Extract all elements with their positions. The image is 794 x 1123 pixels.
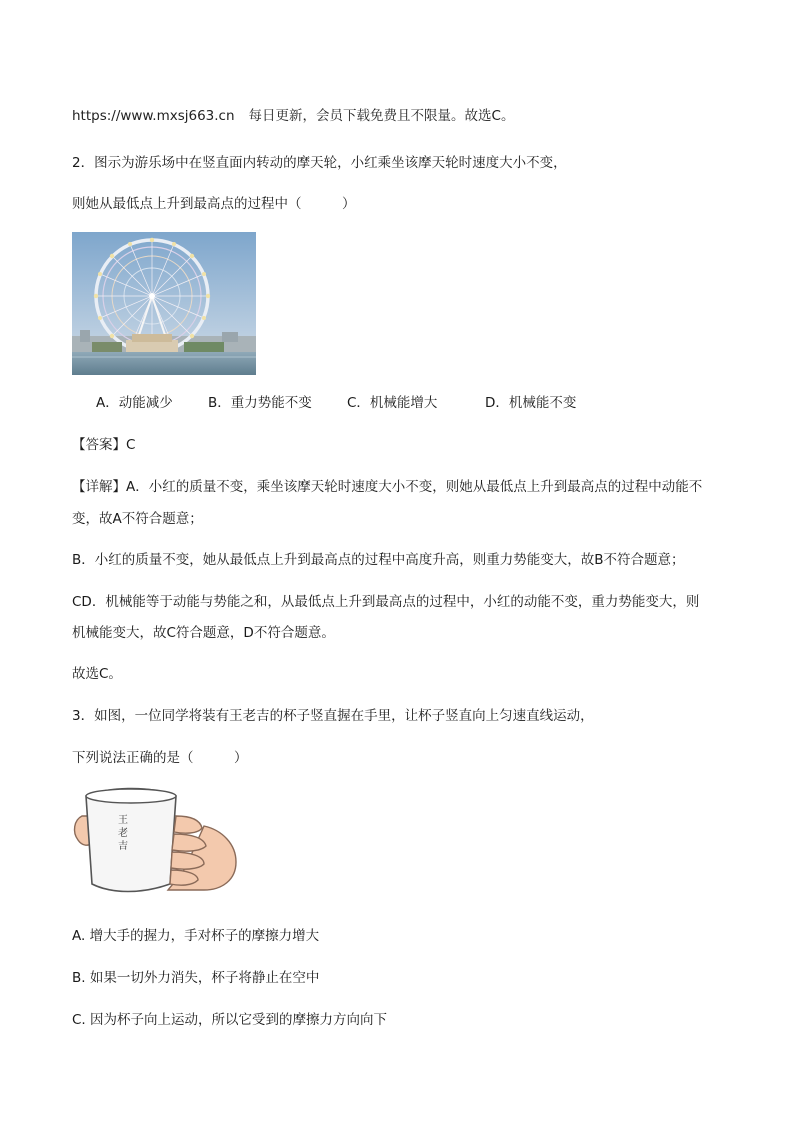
q2-stem-line2: 则她从最低点上升到最高点的过程中（ ） xyxy=(72,196,356,212)
q3-stem-line1: 3．如图，一位同学将装有王老吉的杯子竖直握在手里，让杯子竖直向上匀速直线运动， xyxy=(72,708,594,724)
q2-detail-line5: 机械能变大，故C符合题意，D不符合题意。 xyxy=(72,625,335,641)
q3-option-c: C. 因为杯子向上运动，所以它受到的摩擦力方向向下 xyxy=(72,1012,388,1028)
q2-detail-line4: CD．机械能等于动能与势能之和，从最低点上升到最高点的过程中，小红的动能不变，重力势能变大，则 xyxy=(72,594,700,610)
cup-in-hand-image xyxy=(72,786,240,896)
cup-label xyxy=(112,814,134,853)
q2-detail-line3: B．小红的质量不变，她从最低点上升到最高点的过程中高度升高，则重力势能变大，故B不符合题意； xyxy=(72,552,685,568)
q2-stem-line1: 2．图示为游乐场中在竖直面内转动的摩天轮，小红乘坐该摩天轮时速度大小不变， xyxy=(72,155,567,171)
q3-option-b: B. 如果一切外力消失，杯子将静止在空中 xyxy=(72,970,320,986)
q2-answer: 【答案】C xyxy=(72,437,136,453)
cup-label-char-3: 吉 xyxy=(118,841,128,852)
q2-option-c: C．机械能增大 xyxy=(347,395,438,411)
q2-option-a: A．动能减少 xyxy=(96,395,173,411)
cup-label-char-1: 王 xyxy=(118,815,128,826)
header-line xyxy=(72,106,514,126)
q2-detail-line1: 【详解】A．小红的质量不变，乘坐该摩天轮时速度大小不变，则她从最低点上升到最高点的过程中动能不 xyxy=(72,479,703,495)
q2-option-b: B．重力势能不变 xyxy=(208,395,312,411)
q2-option-d: D．机械能不变 xyxy=(485,395,577,411)
previous-conclusion: 故选C。 xyxy=(464,108,515,124)
q3-option-a: A. 增大手的握力，手对杯子的摩擦力增大 xyxy=(72,928,320,944)
ferris-wheel-image xyxy=(72,232,256,375)
q2-detail-line2: 变，故A不符合题意； xyxy=(72,511,203,527)
site-url[interactable]: https://www.mxsj663.cn xyxy=(72,108,235,124)
q2-conclusion: 故选C。 xyxy=(72,666,122,682)
site-notice: 每日更新，会员下载免费且不限量。 xyxy=(248,108,465,124)
cup-label-char-2: 老 xyxy=(118,828,128,839)
q3-stem-line2: 下列说法正确的是（ ） xyxy=(72,750,248,766)
